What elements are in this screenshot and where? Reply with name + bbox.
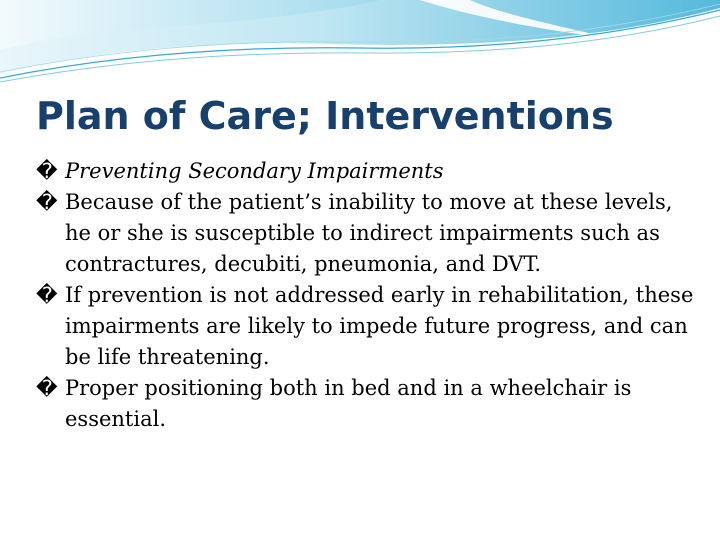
bullet-item	[36, 280, 696, 373]
bullet-text: Proper positioning both in bed and in a wheelchair is essential.	[65, 376, 632, 431]
bullet-item	[36, 373, 696, 435]
bullet-text: Preventing Secondary Impairments	[65, 159, 444, 183]
bullet-list	[36, 156, 696, 435]
bullet-marker-icon: �	[36, 159, 58, 183]
bullet-item	[36, 187, 696, 280]
bullet-marker-icon: �	[36, 190, 58, 214]
bullet-text: If prevention is not addressed early in rehabilitation, these impairments are likely to impede future progress, and can be life threatening.	[65, 283, 694, 369]
header-swoosh-decoration	[0, 0, 720, 90]
slide-title: Plan of Care; Interventions	[36, 94, 614, 138]
bullet-item	[36, 156, 696, 187]
bullet-text: Because of the patient’s inability to move at these levels, he or she is susceptible to indirect impairments such as contractures, decubiti, pneumonia, and DVT.	[65, 190, 673, 276]
bullet-marker-icon: �	[36, 283, 58, 307]
bullet-marker-icon: �	[36, 376, 58, 400]
